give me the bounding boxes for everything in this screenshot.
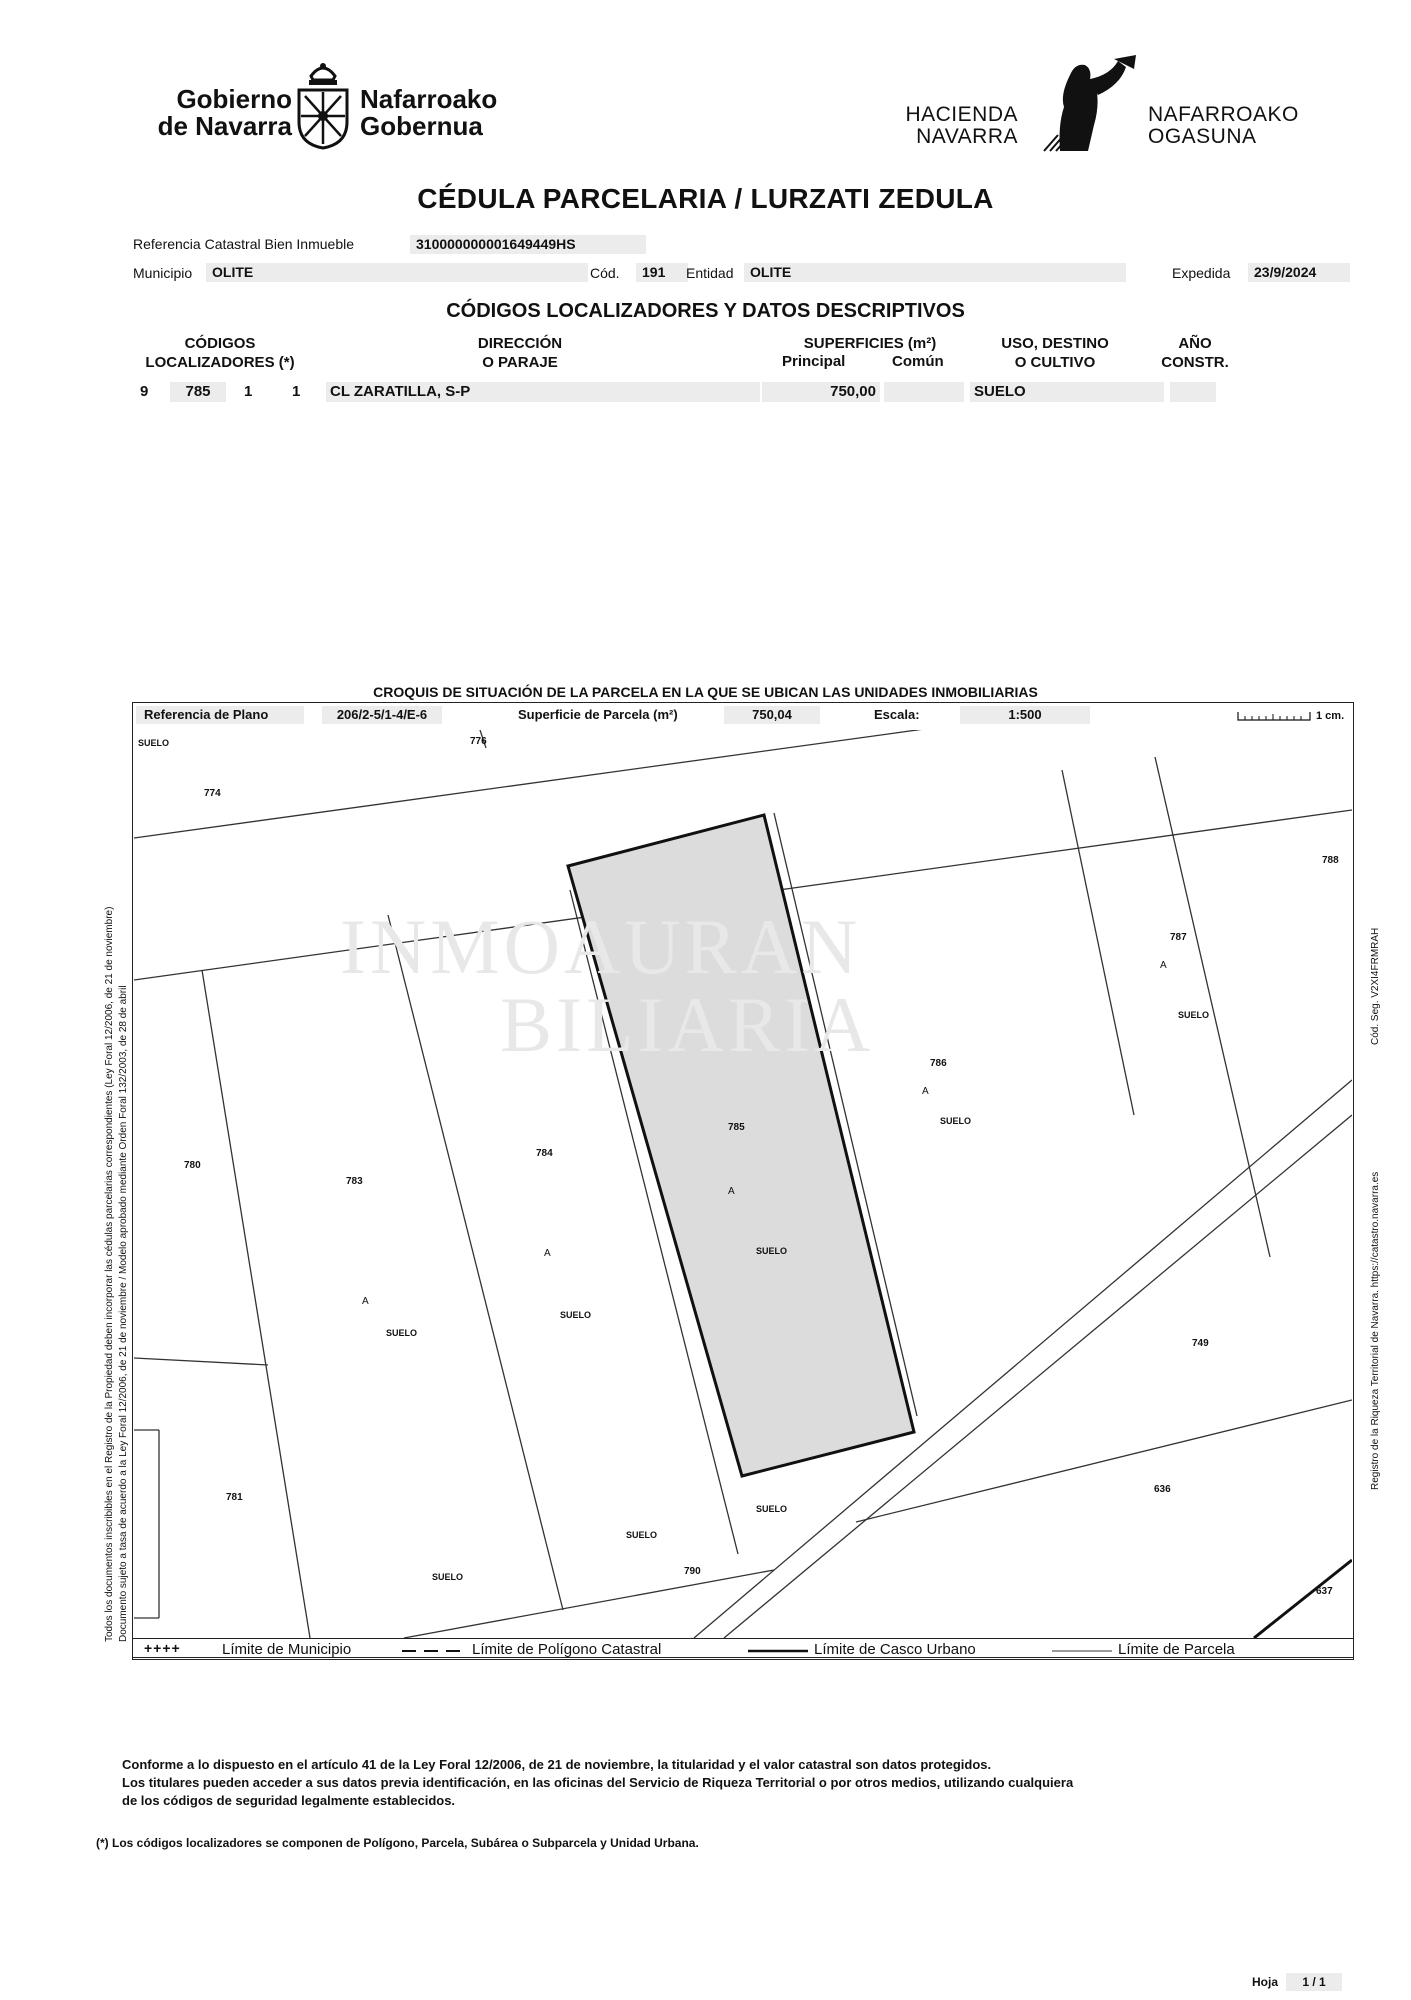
gov-line1-right: Nafarroako xyxy=(360,84,498,114)
header-direccion xyxy=(420,334,620,372)
row-comun xyxy=(884,382,964,402)
parcel-map xyxy=(134,730,1352,1638)
row-parcela: 785 xyxy=(170,382,226,402)
hacienda-left-text xyxy=(880,104,1018,148)
scale-bar-icon xyxy=(1236,710,1312,722)
hoja-value: 1 / 1 xyxy=(1286,1973,1342,1991)
label-parcel-784: 784 xyxy=(536,1148,553,1159)
right-note-2: Registro de la Riqueza Territorial de Navarra. https://catastro.navarra.es xyxy=(1370,1171,1381,1490)
header-uso xyxy=(972,334,1138,372)
watermark-line2: BILIARIA xyxy=(500,981,875,1068)
label-suelo: SUELO xyxy=(560,1310,592,1320)
label-parcel-637: 637 xyxy=(1316,1586,1333,1597)
label-parcel-788: 788 xyxy=(1322,855,1339,866)
hac-line1-left: HACIENDA xyxy=(905,103,1018,126)
row-ano xyxy=(1170,382,1216,402)
label-a: A xyxy=(362,1296,369,1307)
hacienda-right-text xyxy=(1148,104,1299,148)
escala-label: Escala: xyxy=(874,707,920,722)
croquis-title: CROQUIS DE SITUACIÓN DE LA PARCELA EN LA QUE SE UBICAN LAS UNIDADES INMOBILIARIAS xyxy=(373,684,1038,700)
label-parcel-790: 790 xyxy=(684,1566,701,1577)
section-title: CÓDIGOS LOCALIZADORES Y DATOS DESCRIPTIVOS xyxy=(446,300,965,322)
label-parcel-774: 774 xyxy=(204,788,221,799)
row-unidad: 1 xyxy=(292,383,301,400)
label-parcel-636: 636 xyxy=(1154,1484,1171,1495)
gov-line1-left: Gobierno xyxy=(176,84,292,114)
expedida-label: Expedida xyxy=(1172,265,1231,281)
label-suelo: SUELO xyxy=(626,1530,658,1540)
header-uso-line2: O CULTIVO xyxy=(1014,354,1096,371)
label-parcel-780: 780 xyxy=(184,1160,201,1171)
legend-poligono-line-icon xyxy=(402,1648,464,1654)
navarra-shield-icon xyxy=(293,58,353,150)
superficie-value: 750,04 xyxy=(724,706,820,724)
escala-value: 1:500 xyxy=(960,706,1090,724)
watermark xyxy=(340,903,875,1068)
right-note-1: Cód. Seg. V2XI4FRMRAH xyxy=(1370,927,1381,1045)
cod-label: Cód. xyxy=(590,265,620,281)
gov-line2-left: de Navarra xyxy=(157,111,292,141)
label-suelo: SUELO xyxy=(138,738,170,748)
legend-casco: Límite de Casco Urbano xyxy=(814,1641,976,1658)
left-note-2: Documento sujeto a tasa de acuerdo a la Ley Foral 12/2006, de 21 de noviembre / Modelo aprobado mediante Orden Foral 132/2003, de 28 de abril xyxy=(118,985,129,1642)
legend-casco-line-icon xyxy=(748,1648,808,1654)
label-parcel-776: 776 xyxy=(470,736,487,747)
row-poligono: 9 xyxy=(140,383,149,400)
label-parcel-783: 783 xyxy=(346,1176,363,1187)
footer-note: (*) Los códigos localizadores se componen de Polígono, Parcela, Subárea o Subparcela y Unidad Urbana. xyxy=(96,1836,699,1850)
hoja-label: Hoja xyxy=(1252,1975,1279,1989)
gov-line2-right: Gobernua xyxy=(360,111,483,141)
header-superficies: SUPERFICIES (m²) xyxy=(803,335,937,352)
label-suelo: SUELO xyxy=(940,1116,972,1126)
label-parcel-787: 787 xyxy=(1170,932,1187,943)
row-subarea: 1 xyxy=(244,383,253,400)
footer-line3: de los códigos de seguridad legalmente establecidos. xyxy=(122,1793,456,1808)
header-ano xyxy=(1150,334,1240,372)
page-title: CÉDULA PARCELARIA / LURZATI ZEDULA xyxy=(417,183,994,214)
municipio-value: OLITE xyxy=(206,263,588,282)
row-uso: SUELO xyxy=(970,382,1164,402)
header-ano-line1: AÑO xyxy=(1178,335,1212,352)
header-codigos xyxy=(130,334,310,372)
label-suelo: SUELO xyxy=(756,1246,788,1256)
label-suelo: SUELO xyxy=(756,1504,788,1514)
ref-plano-label: Referencia de Plano xyxy=(136,706,304,724)
label-suelo: SUELO xyxy=(386,1328,418,1338)
footer-text xyxy=(122,1756,1282,1810)
header-direccion-line2: O PARAJE xyxy=(482,354,558,371)
ref-plano-value: 206/2-5/1-4/E-6 xyxy=(322,706,442,724)
row-principal: 750,00 xyxy=(762,382,880,402)
hac-line2-left: NAVARRA xyxy=(916,125,1018,148)
label-a: A xyxy=(728,1186,735,1197)
label-suelo: SUELO xyxy=(432,1572,464,1582)
label-parcel-785: 785 xyxy=(728,1122,745,1133)
legend-parcela-line-icon xyxy=(1052,1648,1112,1654)
ref-catastral-label: Referencia Catastral Bien Inmueble xyxy=(133,236,355,252)
label-a: A xyxy=(922,1086,929,1097)
label-parcel-786: 786 xyxy=(930,1058,947,1069)
hac-line2-right: OGASUNA xyxy=(1148,125,1257,148)
label-a: A xyxy=(544,1248,551,1259)
header-codigos-line1: CÓDIGOS xyxy=(184,335,256,352)
entidad-label: Entidad xyxy=(686,265,734,281)
footer-line1: Conforme a lo dispuesto en el artículo 41 de la Ley Foral 12/2006, de 21 de noviembre, la titularidad y el valor catastral son datos protegidos. xyxy=(122,1757,992,1772)
watermark-line1: INMOAURAN xyxy=(340,903,862,990)
row-direccion: CL ZARATILLA, S-P xyxy=(326,382,760,402)
hacienda-emblem-icon xyxy=(1030,55,1140,155)
legend-municipio: Límite de Municipio xyxy=(222,1641,352,1658)
gov-left-text xyxy=(152,86,292,140)
label-a: A xyxy=(1160,960,1167,971)
superficie-label: Superficie de Parcela (m²) xyxy=(518,707,678,722)
ref-catastral-value: 310000000001649449HS xyxy=(410,235,646,254)
header-direccion-line1: DIRECCIÓN xyxy=(477,335,563,352)
label-parcel-749: 749 xyxy=(1192,1338,1209,1349)
legend-poligono: Límite de Polígono Catastral xyxy=(472,1641,662,1658)
scale-unit: 1 cm. xyxy=(1316,710,1345,722)
header-ano-line2: CONSTR. xyxy=(1161,354,1229,371)
hac-line1-right: NAFARROAKO xyxy=(1148,103,1299,126)
left-note-1: Todos los documentos inscribibles en el Registro de la Propiedad deben incorporar las cédulas parcelarias correspondientes (Ley Foral 12/2006, de 21 de noviembre) xyxy=(104,906,115,1642)
header-uso-line1: USO, DESTINO xyxy=(1001,335,1109,352)
header-sup-principal: Principal xyxy=(782,353,846,370)
gov-right-text xyxy=(360,86,497,140)
municipio-label: Municipio xyxy=(133,265,193,281)
label-parcel-781: 781 xyxy=(226,1492,243,1503)
expedida-value: 23/9/2024 xyxy=(1248,263,1350,282)
footer-line2: Los titulares pueden acceder a sus datos previa identificación, en las oficinas del Servicio de Riqueza Territorial o por otros medios, utilizando cualquiera xyxy=(122,1775,1074,1790)
cod-value: 191 xyxy=(636,263,688,282)
legend-parcela: Límite de Parcela xyxy=(1118,1641,1235,1658)
legend-municipio-symbol: ++++ xyxy=(144,1640,181,1656)
header-codigos-line2: LOCALIZADORES (*) xyxy=(145,354,295,371)
label-suelo: SUELO xyxy=(1178,1010,1210,1020)
header-sup-comun: Común xyxy=(892,353,944,370)
entidad-value: OLITE xyxy=(744,263,1126,282)
